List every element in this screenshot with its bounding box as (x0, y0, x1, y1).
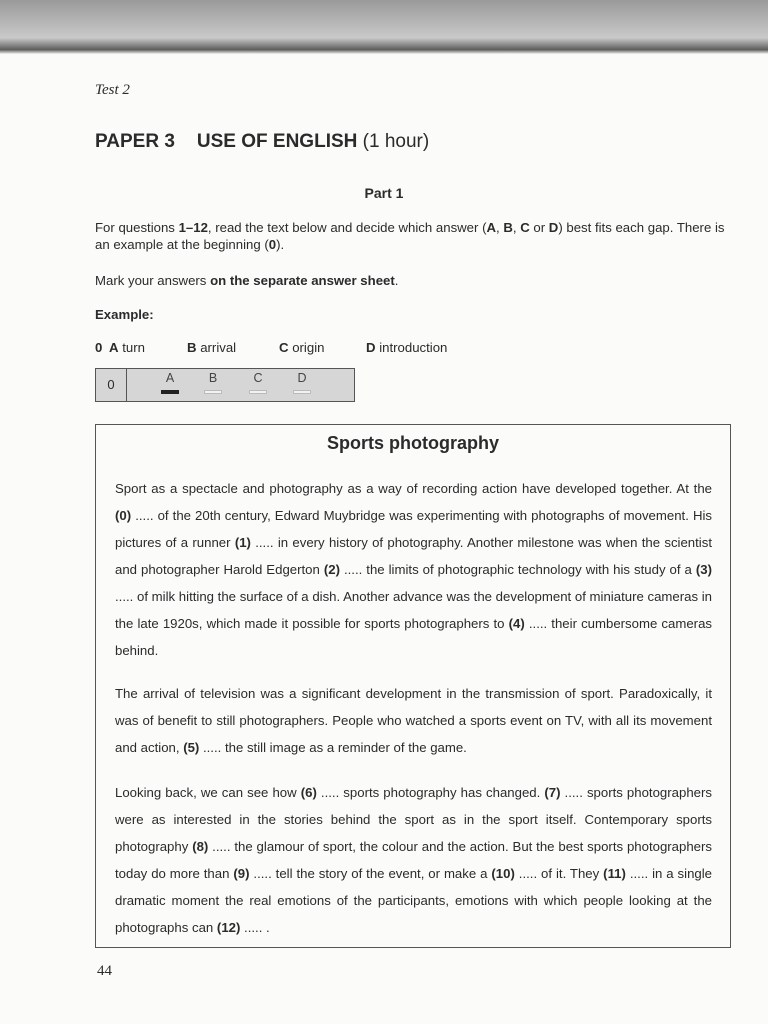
answer-grid-letter-c: C (253, 371, 263, 385)
example-label: Example: (95, 307, 154, 322)
paper-name: USE OF ENGLISH (196, 131, 358, 152)
article-paragraph-1: Sport as a spectacle and photography as a way of recording action have developed together. At the (0) ..... of the 20th century, Edward Muybridge was experimenting with photographs of movement. His pictures of a runner (1) ..... in every history of photography. Another milestone was when the scientist and photographer Harold Edgerton (2) ..... the limits of photographic technology with his study of a (3) ..... of milk hitting the surface of a dish. Another advance was the development of miniature cameras in the late 1920s, which made it possible for sports photographers to (4) ..... their cumbersome cameras behind. (115, 481, 712, 658)
running-head: Test 2 (95, 82, 130, 98)
answer-grid-letter-d: D (297, 371, 307, 385)
scan-shadow (0, 0, 768, 54)
part-heading: Part 1 (364, 185, 404, 201)
page-number: 44 (97, 963, 112, 979)
example-option-c: C origin (279, 340, 325, 355)
answer-mark-a-filled (161, 390, 179, 394)
paper-duration: (1 hour) (362, 131, 430, 152)
answer-mark-b (204, 390, 222, 394)
answer-mark-c (249, 390, 267, 394)
example-option-b: B arrival (187, 340, 237, 355)
example-number: 0 (95, 340, 103, 355)
paper-label: PAPER 3 (95, 131, 175, 152)
paper-title (95, 131, 429, 153)
article-paragraph-2: The arrival of television was a significant development in the transmission of sport. Paradoxically, it was of benefit to still photographers. People who watched a sports event on TV, with all its movement and action, (5) ..... the still image as a reminder of the game. (115, 686, 712, 755)
article-title: Sports photography (327, 433, 499, 453)
article-box (95, 424, 731, 948)
answer-grid-number: 0 (96, 369, 127, 401)
answer-mark-d (293, 390, 311, 394)
instructions-text: For questions 1–12, read the text below and decide which answer (A, B, C or D) best fits each gap. There is an example at the beginning (0). (95, 220, 725, 252)
article-paragraph-3: Looking back, we can see how (6) ..... sports photography has changed. (7) ..... sports photographers were as interested in the stories behind the sport as in the sport itself. Contemporary sports photography (8) ..... the glamour of sport, the colour and the action. But the best sports photographers today do more than (9) ..... tell the story of the event, or make a (10) ..... of it. They (11) ..... in a single dramatic moment the real emotions of the participants, emotions with which people looking at the photographs can (12) ..... . (115, 785, 713, 935)
answer-grid-letter-b: B (208, 371, 218, 385)
answer-grid-letter-a: A (165, 371, 175, 385)
example-option-a: A turn (109, 340, 145, 355)
example-option-d: D introduction (366, 340, 448, 355)
exam-page (0, 54, 768, 1024)
example-answer-grid (95, 368, 355, 402)
answer-sheet-instruction: Mark your answers on the separate answer sheet. (95, 273, 399, 288)
